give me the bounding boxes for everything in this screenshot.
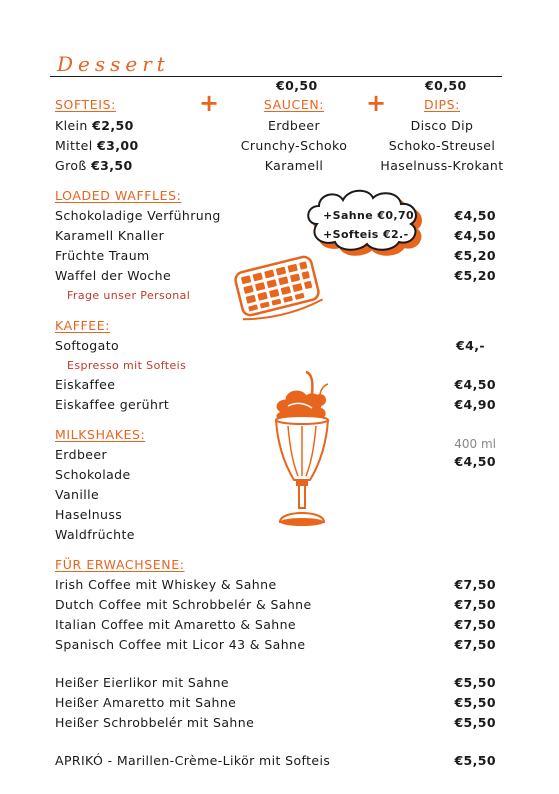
list-item: Waldfrüchte: [55, 527, 135, 542]
list-item: Groß €3,50: [55, 158, 133, 173]
item-price: €7,50: [454, 617, 496, 632]
item-price: €5,20: [454, 268, 496, 283]
list-item: Schokolade: [55, 467, 131, 482]
cloud-text: +Sahne €0,70: [323, 209, 415, 222]
milkshakes-header: MILKSHAKES:: [55, 427, 146, 442]
item-price: €7,50: [454, 577, 496, 592]
item-price: €5,50: [454, 715, 496, 730]
item-price: €4,50: [454, 454, 496, 469]
saucen-price: €0,50: [276, 78, 318, 93]
page-title: Dessert: [57, 52, 170, 76]
list-item: Karamell: [264, 158, 324, 173]
list-item: Dutch Coffee mit Schrobbelér & Sahne: [55, 597, 312, 612]
list-item: Vanille: [55, 487, 100, 502]
item-price: €7,50: [454, 637, 496, 652]
item-price: €5,20: [454, 248, 496, 263]
title-divider: [50, 76, 502, 77]
saucen-header: SAUCEN:: [263, 97, 325, 112]
item-price: €4,-: [456, 338, 485, 353]
softeis-header: SOFTEIS:: [55, 97, 116, 112]
milkshake-icon: [262, 370, 344, 538]
list-item: Waffel der Woche: [55, 268, 172, 283]
list-item: Heißer Schrobbelér mit Sahne: [55, 715, 255, 730]
waffle-icon: [228, 250, 326, 322]
list-item: Italian Coffee mit Amaretto & Sahne: [55, 617, 297, 632]
erwachsene-header: FÜR ERWACHSENE:: [55, 557, 185, 572]
list-item: Karamell Knaller: [55, 228, 165, 243]
list-item: Klein €2,50: [55, 118, 134, 133]
list-item: Erdbeer: [55, 447, 108, 462]
dips-header: DIPS:: [424, 97, 460, 112]
item-note: Espresso mit Softeis: [67, 359, 187, 372]
item-price: €7,50: [454, 597, 496, 612]
plus-icon: +: [199, 89, 220, 117]
list-item: APRIKÓ - Marillen-Crème-Likör mit Softeis: [55, 753, 331, 768]
item-price: €4,90: [454, 397, 496, 412]
list-item: Früchte Traum: [55, 248, 150, 263]
kaffee-header: KAFFEE:: [55, 318, 111, 333]
list-item: Mittel €3,00: [55, 138, 139, 153]
list-item: Spanisch Coffee mit Licor 43 & Sahne: [55, 637, 306, 652]
list-item: Disco Dip: [410, 118, 474, 133]
item-price: €4,50: [454, 208, 496, 223]
milkshake-size: 400 ml: [454, 437, 496, 451]
list-item: Heißer Amaretto mit Sahne: [55, 695, 237, 710]
list-item: Erdbeer: [267, 118, 320, 133]
list-item: Softogato: [55, 338, 120, 353]
waffle-note: Frage unser Personal: [67, 289, 191, 302]
list-item: Eiskaffee gerührt: [55, 397, 170, 412]
item-price: €4,50: [454, 228, 496, 243]
list-item: Haselnuss-Krokant: [380, 158, 504, 173]
list-item: Haselnuss: [55, 507, 123, 522]
list-item: Crunchy-Schoko: [240, 138, 348, 153]
item-price: €5,50: [454, 675, 496, 690]
list-item: Schoko-Streusel: [388, 138, 496, 153]
item-price: €5,50: [454, 695, 496, 710]
cloud-text: +Softeis €2.-: [323, 228, 409, 241]
list-item: Eiskaffee: [55, 377, 116, 392]
item-price: €4,50: [454, 377, 496, 392]
plus-icon: +: [366, 89, 387, 117]
list-item: Irish Coffee mit Whiskey & Sahne: [55, 577, 277, 592]
dips-price: €0,50: [425, 78, 467, 93]
list-item: Heißer Eierlikor mit Sahne: [55, 675, 229, 690]
list-item: Schokoladige Verführung: [55, 208, 221, 223]
item-price: €5,50: [454, 753, 496, 768]
loaded-waffles-header: LOADED WAFFLES:: [55, 188, 182, 203]
